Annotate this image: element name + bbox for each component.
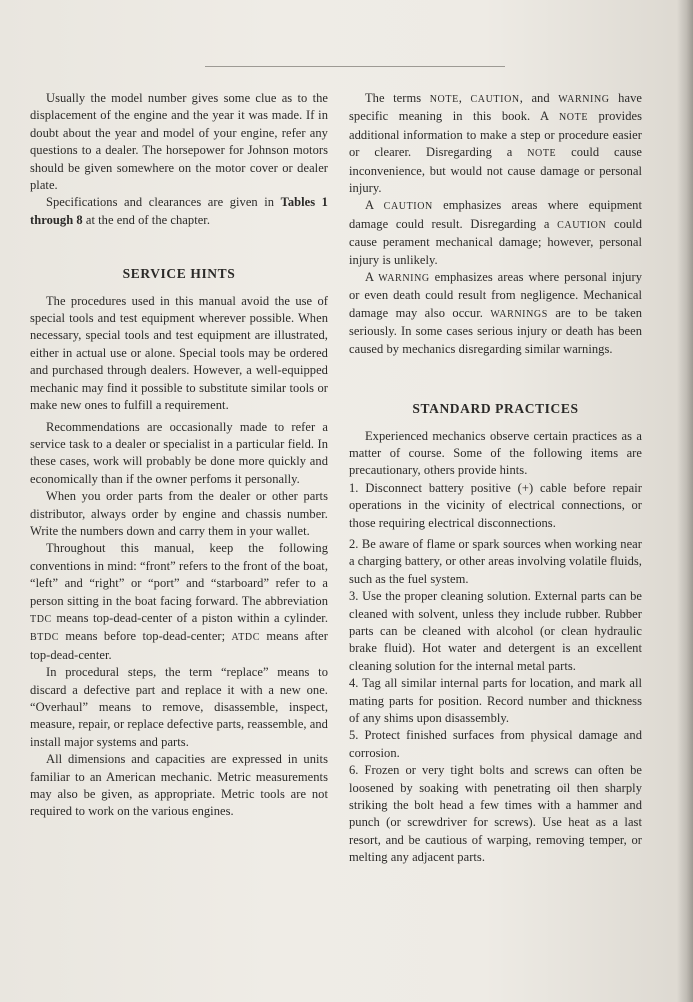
left-column xyxy=(30,90,328,821)
intro-paragraph-2 xyxy=(30,194,328,229)
conventions-text: Throughout this manual, keep the following conventions in mind: “front” refers to the front of the boat, “left” and “right” or “port” and “starboard” refer to a person sitting in the boat facing forward. The abbreviation xyxy=(30,541,328,608)
terms-text-4: could cause inconvenience, but would not cause damage or personal injury. xyxy=(349,145,642,196)
caution-text-2: emphasizes areas where equipment damage could result. Disregarding a xyxy=(349,198,643,231)
service-hints-paragraph-6: All dimensions and capacities are expressed in units familiar to an American mechanic. Metric measurements may also be given, as appropriate. Metric tools are not required to work on the various engines. xyxy=(30,752,328,819)
caution-text-3: could cause perament mechanical damage; however, personal injury is unlikely. xyxy=(349,216,642,267)
conventions-text-2: means top-dead-center of a piston within a cylinder. xyxy=(51,610,328,625)
conventions-text-3: means before top-dead-center; xyxy=(59,629,232,644)
note-term-3: NOTE xyxy=(527,148,557,160)
service-hints-paragraph-2: Recommendations are occasionally made to refer a service task to a dealer or specialist in a particular field. In these cases, work will probably be done more quickly and economically than if the owner perfoms it personally. xyxy=(30,419,328,486)
conventions-text-4: means after top-dead-center. xyxy=(30,629,328,662)
practice-item: 3. Use the proper cleaning solution. External parts can be cleaned with solvent, unless they include rubber. Rubber parts can be cleaned with alcohol (or clean hydraulic brake fluid). Hot water and detergent is an excellent cleaning solution for the internal metal parts. xyxy=(349,589,642,673)
practice-item: 5. Protect finished surfaces from physical damage and corrosion. xyxy=(349,728,642,760)
caution-term: CAUTION xyxy=(470,94,520,105)
warning-paragraph xyxy=(349,269,642,358)
terms-comma: , xyxy=(458,91,471,105)
terms-text: The terms xyxy=(365,91,430,105)
warning-text-3: are to be taken seriously. In some cases serious injury or death has been caused by mechanics disregarding similar warnings. xyxy=(349,305,642,356)
caution-term-3: CAUTION xyxy=(557,219,607,231)
warning-text-2: emphasizes areas where personal injury or even death could result from negligence. Mechanical damage may also occur. xyxy=(349,270,642,320)
terms-and: , and xyxy=(519,91,559,105)
service-hints-paragraph-5: In procedural steps, the term “replace” means to discard a defective part and replace it with a new one. “Overhaul” means to remove, disassemble, inspect, measure, repair, or replace defective parts, reassemble, and install major systems and parts. xyxy=(30,665,328,749)
warning-term-2: WARNING xyxy=(378,273,430,285)
warnings-term: WARNINGS xyxy=(490,308,548,320)
abbr-btdc: BTDC xyxy=(30,632,60,644)
practice-item: 1. Disconnect battery positive (+) cable before repair operations in the vicinity of electrical connections, or those requiring electrical disconnections. xyxy=(349,480,642,530)
service-hints-paragraph-3: When you order parts from the dealer or other parts distributor, always order by engine and chassis number. Write the numbers down and carry them in your wallet. xyxy=(30,489,328,538)
service-hints-paragraph-1: The procedures used in this manual avoid the use of special tools and test equipment wherever possible. When necessary, special tools and test equipment are illustrated, either in actual use or alone. Special tools may be ordered and purchased through dealers. However, a well-equipped mechanic may find it possible to substitute similar tools or make new ones to fulfill a requirement. xyxy=(30,293,328,413)
page-edge-shadow xyxy=(677,0,693,1002)
intro-p2-text: Specifications and clearances are given in xyxy=(46,195,281,210)
caution-paragraph xyxy=(349,197,642,269)
warning-text: A xyxy=(365,270,379,285)
service-hints-heading: SERVICE HINTS xyxy=(122,266,236,282)
right-column xyxy=(349,90,642,867)
caution-term-2: CAUTION xyxy=(383,201,433,213)
warning-term: WARNING xyxy=(558,94,610,105)
abbr-atdc: ATDC xyxy=(231,632,260,644)
terms-paragraph xyxy=(349,90,642,197)
service-hints-paragraph-4 xyxy=(30,540,328,664)
terms-text-3: provides additional information to make a step or procedure easier or clearer. Disregarding a xyxy=(349,109,643,160)
intro-paragraph-1: Usually the model number gives some clue as to the displacement of the engine and the year it was made. If in doubt about the year and model of your engine, refer any questions to a dealer. The horsepower for Johnson motors should be given somewhere on the motor cover or dealer plate. xyxy=(30,91,328,193)
note-term-2: NOTE xyxy=(558,112,589,124)
note-term: NOTE xyxy=(429,94,459,105)
tables-reference: Tables 1 through 8 xyxy=(30,195,328,227)
practice-item: 2. Be aware of flame or spark sources when working near a charging battery, or other areas involving volatile fluids, such as the fuel system. xyxy=(349,536,642,586)
practice-item: 6. Frozen or very tight bolts and screws can often be loosened by soaking with penetrating oil then sharply striking the bolt head a few times with a hammer and punch (or screwdriver for screws). Use heat as a last resort, and be cautious of warping, removing temper, or melting any adjacent parts. xyxy=(349,763,642,865)
terms-text-2: have specific meaning in this book. A xyxy=(349,91,642,124)
caution-text: A xyxy=(365,198,384,213)
abbr-tdc: TDC xyxy=(30,613,52,625)
standard-practices-intro: Experienced mechanics observe certain practices as a matter of course. Some of the following items are precautionary, others provide hints. xyxy=(349,428,642,478)
intro-p2-text-end: at the end of the chapter. xyxy=(82,212,211,227)
header-rule xyxy=(205,66,505,67)
standard-practices-heading: STANDARD PRACTICES xyxy=(412,401,579,417)
practice-item: 4. Tag all similar internal parts for location, and mark all mating parts for position. Record number and thickness of any shims upon disassembly. xyxy=(349,676,642,725)
